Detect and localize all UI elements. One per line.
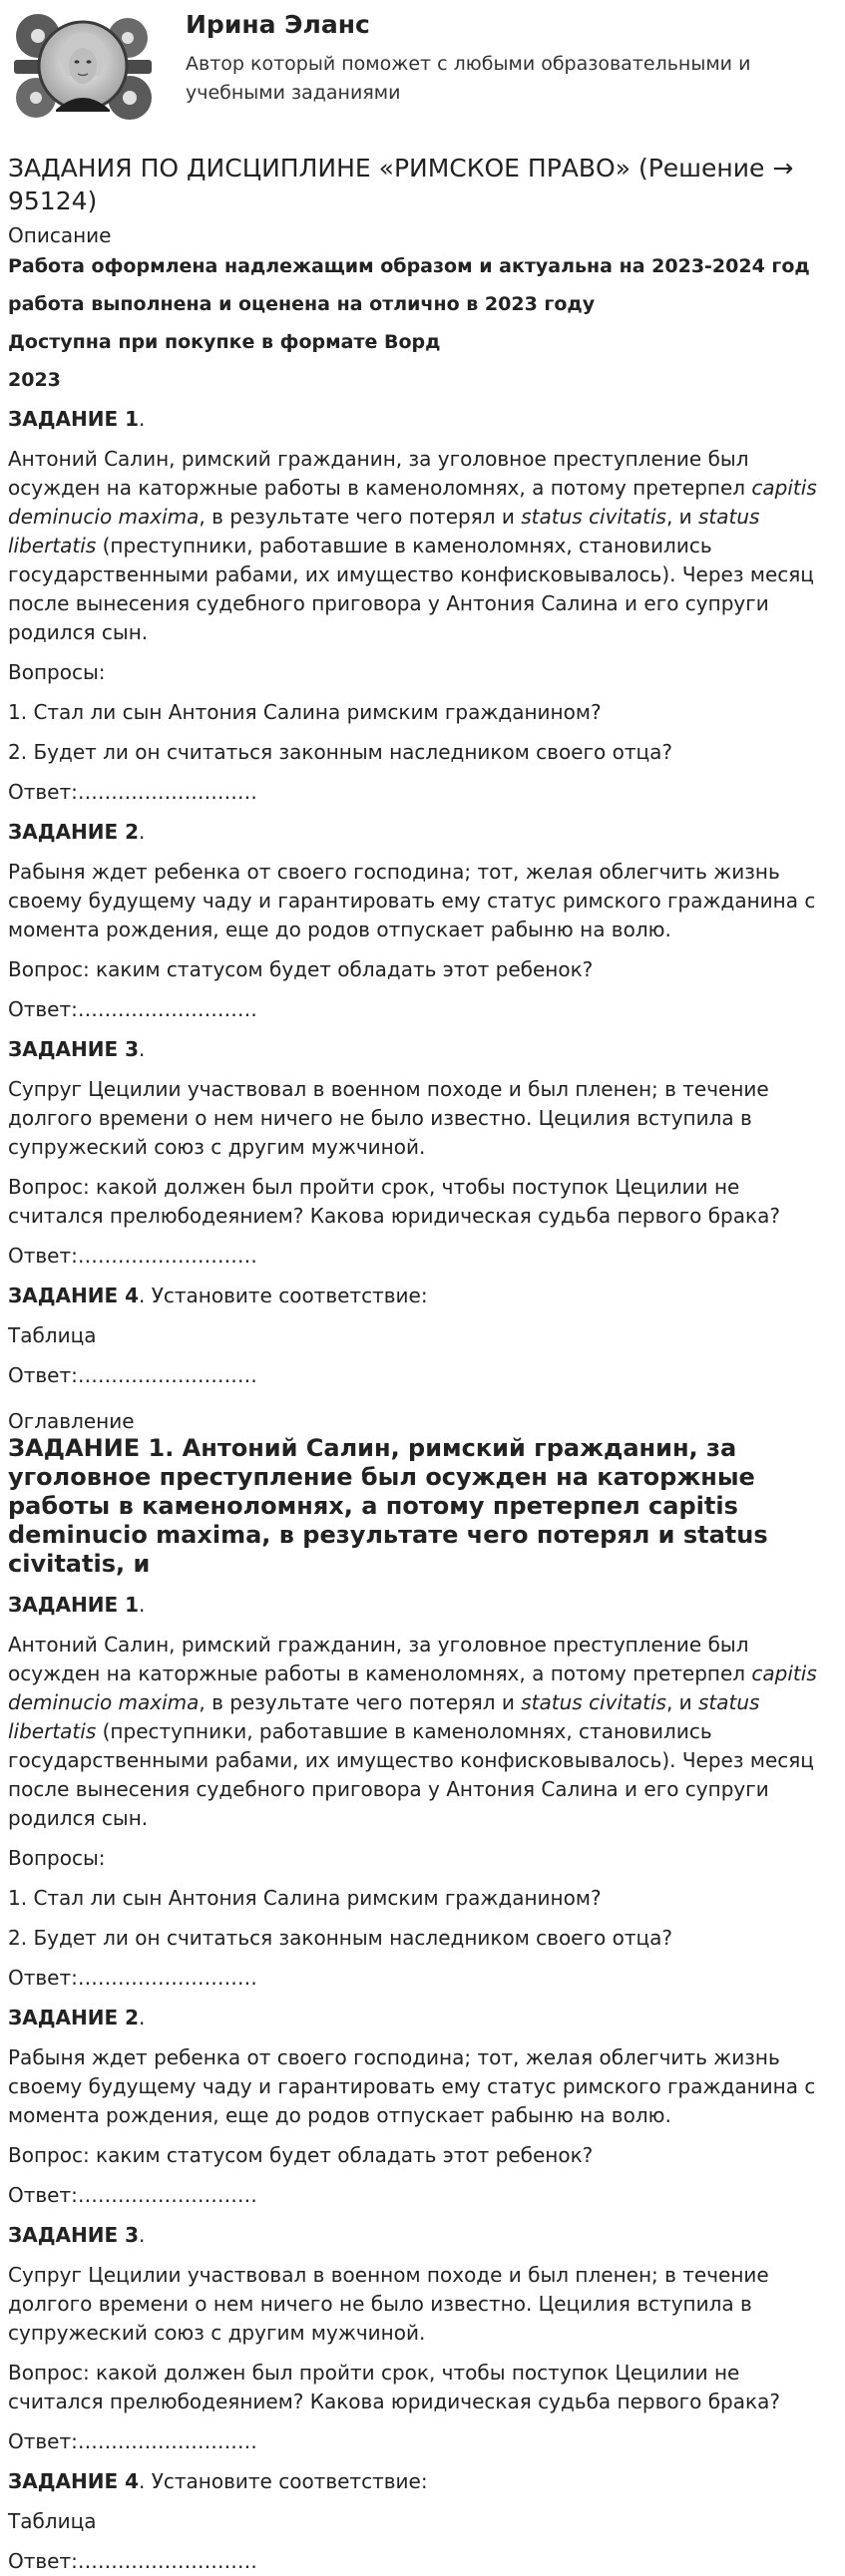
- task-2-text: Рабыня ждет ребенка от своего господина; тот, желая облегчить жизнь своему будущему чаду и гарантировать ему статус римского гражданина с момента рождения, еще до родов отпускает рабыню на волю.: [8, 2045, 816, 2127]
- task-1-question-1: 1. Стал ли сын Антония Салина римским гражданином?: [8, 1886, 602, 1910]
- task-4-answer: Ответ:………………………: [8, 1363, 257, 1387]
- task-2-question: Вопрос: каким статусом будет обладать этот ребенок?: [8, 2143, 594, 2167]
- task-block-toc: [8, 1591, 837, 2576]
- toc-label: Оглавление: [8, 1409, 135, 1433]
- avatar-film-reel-image: [8, 6, 158, 126]
- task-4-table-label: Таблица: [8, 1323, 97, 1347]
- toc-link[interactable]: ЗАДАНИЕ 1. Антоний Салин, римский гражданин, за уголовное преступление был осужден на каторжные работы в каменоломнях, а потому претерпел capitis deminucio maxima, в результате чего потерял и status civitatis, и: [8, 1434, 768, 1578]
- task-1-questions-label: Вопросы:: [8, 1846, 106, 1870]
- task-1-heading: ЗАДАНИЕ 1.: [8, 1593, 146, 1617]
- task-1-question-2: 2. Будет ли он считаться законным наследником своего отца?: [8, 740, 672, 764]
- task-3-answer: Ответ:………………………: [8, 2429, 257, 2453]
- task-3-text: Супруг Цецилии участвовал в военном походе и был пленен; в течение долгого времени о нем ничего не было известно. Цецилия вступила в супружеский союз с другим мужчиной.: [8, 2263, 769, 2345]
- task-3-question: Вопрос: какой должен был пройти срок, чтобы поступок Цецилии не считался прелюбодеянием? Какова юридическая судьба первого брака?: [8, 1175, 780, 1228]
- author-card: [8, 0, 837, 134]
- task-2-answer: Ответ:………………………: [8, 997, 257, 1021]
- task-2-question: Вопрос: каким статусом будет обладать этот ребенок?: [8, 957, 594, 981]
- task-1-heading: ЗАДАНИЕ 1.: [8, 407, 146, 431]
- task-3-text: Супруг Цецилии участвовал в военном походе и был пленен; в течение долгого времени о нем ничего не было известно. Цецилия вступила в супружеский союз с другим мужчиной.: [8, 1077, 769, 1159]
- task-4-table-label: Таблица: [8, 2509, 97, 2533]
- task-4-heading: ЗАДАНИЕ 4. Установите соответствие:: [8, 1284, 428, 1307]
- meta-line-3: Доступна при покупке в формате Ворд: [8, 331, 441, 353]
- avatar: [8, 6, 158, 126]
- task-1-text: Антоний Салин, римский гражданин, за уголовное преступление был осужден на каторжные работы в каменоломнях, а потому претерпел capitis deminucio maxima, в результате чего потерял и status civitatis, и status libertatis (преступники, работавшие в каменоломнях, становились государственными рабами, их имущество конфисковывалось). Через месяц после вынесения судебного приговора у Антония Салина и его супруги родился сын.: [8, 1633, 817, 1830]
- task-1-answer: Ответ:………………………: [8, 1966, 257, 1990]
- task-2-answer: Ответ:………………………: [8, 2183, 257, 2207]
- task-1-question-2: 2. Будет ли он считаться законным наследником своего отца?: [8, 1926, 672, 1950]
- task-1-question-1: 1. Стал ли сын Антония Салина римским гражданином?: [8, 700, 602, 724]
- task-1-answer: Ответ:………………………: [8, 780, 257, 804]
- author-name[interactable]: Ирина Эланс: [186, 10, 370, 39]
- meta-line-1: Работа оформлена надлежащим образом и актуальна на 2023-2024 год: [8, 255, 810, 277]
- document-title: ЗАДАНИЯ ПО ДИСЦИПЛИНЕ «РИМСКОЕ ПРАВО» (Решение → 95124): [8, 154, 794, 215]
- task-1-questions-label: Вопросы:: [8, 660, 106, 684]
- task-2-heading: ЗАДАНИЕ 2.: [8, 820, 146, 844]
- task-3-heading: ЗАДАНИЕ 3.: [8, 1037, 146, 1061]
- task-3-heading: ЗАДАНИЕ 3.: [8, 2223, 146, 2247]
- task-2-heading: ЗАДАНИЕ 2.: [8, 2006, 146, 2029]
- task-block-description: [8, 405, 837, 1390]
- meta-line-4: 2023: [8, 369, 61, 391]
- author-info: [186, 6, 837, 108]
- task-3-question: Вопрос: какой должен был пройти срок, чтобы поступок Цецилии не считался прелюбодеянием? Какова юридическая судьба первого брака?: [8, 2361, 780, 2413]
- task-3-answer: Ответ:………………………: [8, 1244, 257, 1268]
- description-label: Описание: [8, 223, 112, 247]
- author-description: Автор который поможет с любыми образовательными и учебными заданиями: [186, 53, 751, 104]
- task-2-text: Рабыня ждет ребенка от своего господина; тот, желая облегчить жизнь своему будущему чаду и гарантировать ему статус римского гражданина с момента рождения, еще до родов отпускает рабыню на волю.: [8, 860, 816, 941]
- toc-heading[interactable]: [8, 1434, 837, 1579]
- task-4-answer: Ответ:………………………: [8, 2549, 257, 2573]
- task-4-heading: ЗАДАНИЕ 4. Установите соответствие:: [8, 2469, 428, 2493]
- task-1-text: Антоний Салин, римский гражданин, за уголовное преступление был осужден на каторжные работы в каменоломнях, а потому претерпел capitis deminucio maxima, в результате чего потерял и status civitatis, и status libertatis (преступники, работавшие в каменоломнях, становились государственными рабами, их имущество конфисковывалось). Через месяц после вынесения судебного приговора у Антония Салина и его супруги родился сын.: [8, 447, 817, 644]
- meta-line-2: работа выполнена и оценена на отлично в 2023 году: [8, 293, 596, 315]
